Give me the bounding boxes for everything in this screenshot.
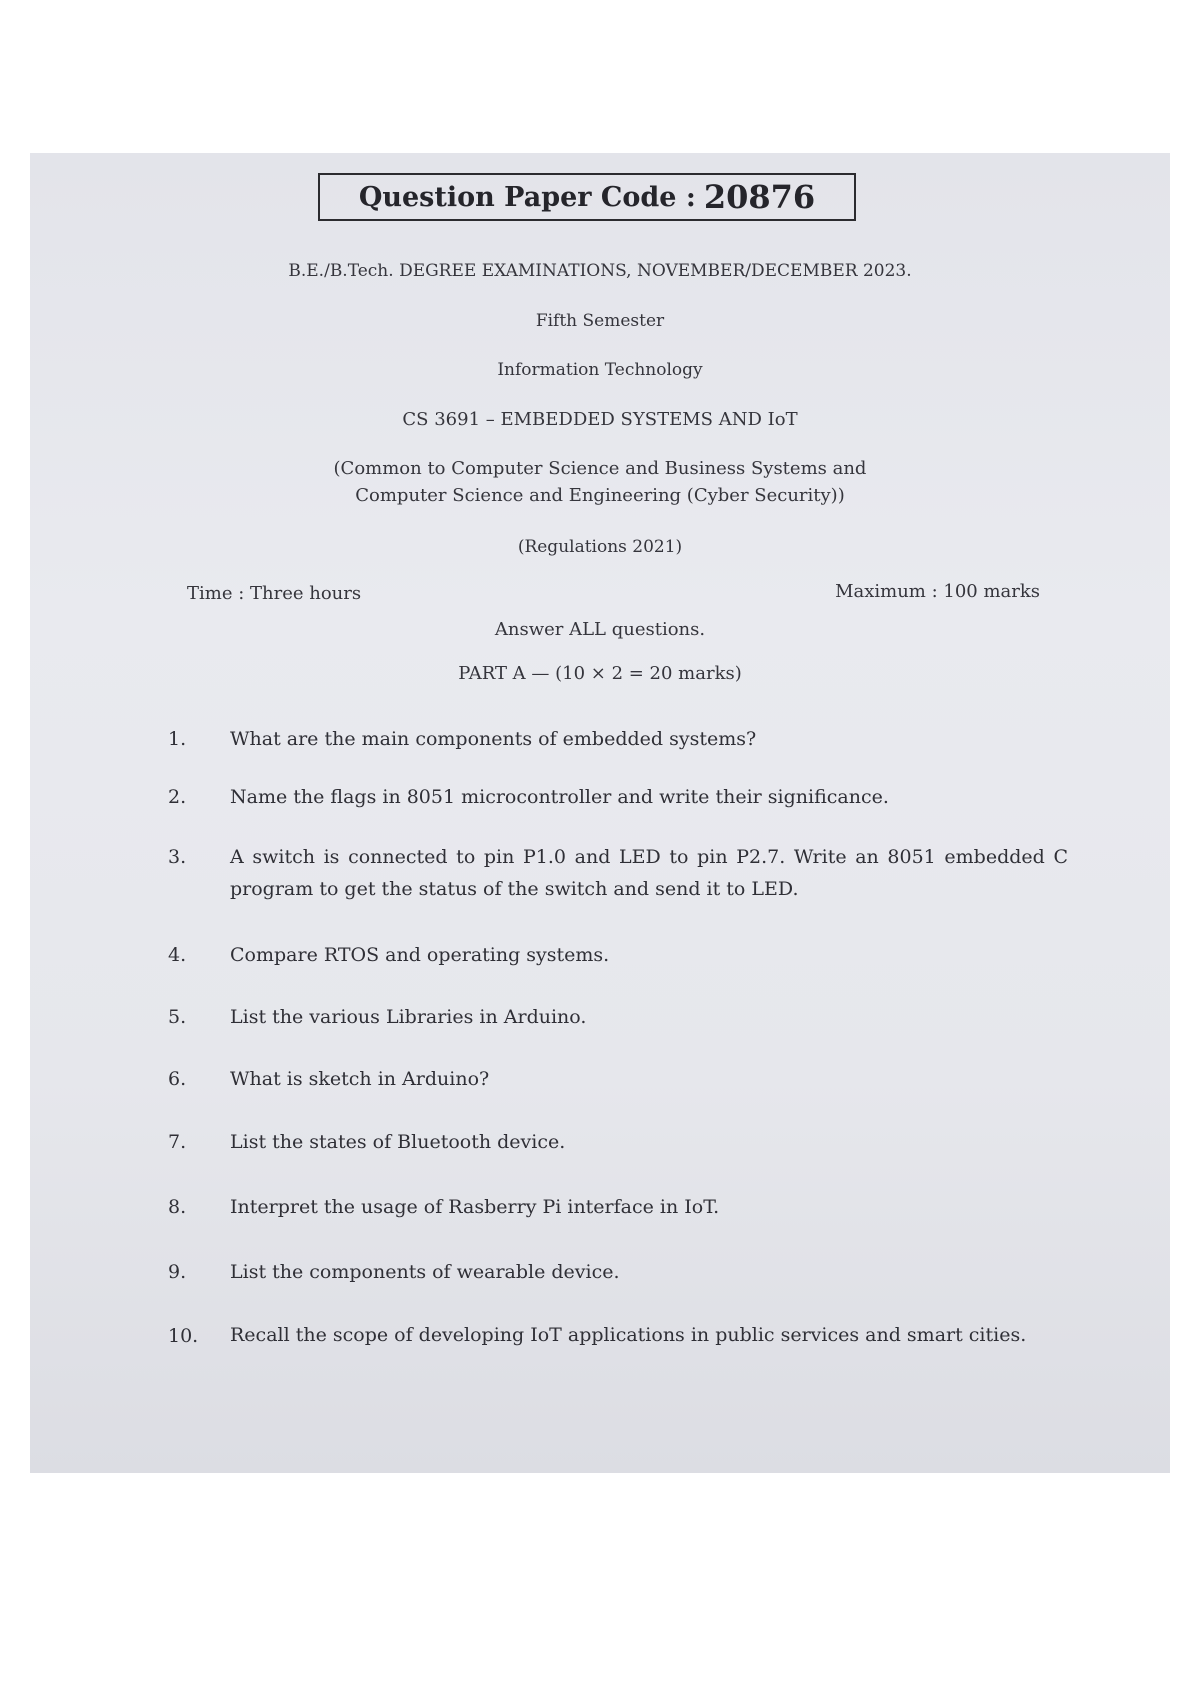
question-number: 1. — [168, 728, 187, 750]
question-number: 4. — [168, 944, 187, 966]
common-to-line-1: (Common to Computer Science and Business Systems and — [333, 458, 867, 479]
question-number: 8. — [168, 1196, 187, 1218]
question-number: 6. — [168, 1068, 187, 1090]
question-text: Interpret the usage of Rasberry Pi interface in IoT. — [230, 1196, 720, 1218]
course-title: CS 3691 – EMBEDDED SYSTEMS AND IoT — [402, 409, 798, 430]
question-text: A switch is connected to pin P1.0 and LED to pin P2.7. Write an 8051 embedded C program to get the status of the switch and send it to LED. — [230, 846, 1068, 900]
semester: Fifth Semester — [535, 311, 665, 331]
instruction: Answer ALL questions. — [494, 619, 706, 640]
question-number: 2. — [168, 786, 187, 808]
question-number: 10. — [168, 1325, 199, 1347]
question-number: 3. — [168, 846, 187, 868]
question-text: Compare RTOS and operating systems. — [230, 944, 610, 966]
exam-title: B.E./B.Tech. DEGREE EXAMINATIONS, NOVEMBER/DECEMBER 2023. — [288, 261, 912, 281]
common-to-line-2: Computer Science and Engineering (Cyber Security)) — [355, 485, 845, 506]
question-text: List the states of Bluetooth device. — [230, 1131, 566, 1153]
question-text: Name the flags in 8051 microcontroller and write their significance. — [230, 786, 889, 808]
question-text: What is sketch in Arduino? — [230, 1068, 490, 1090]
question-text: List the components of wearable device. — [230, 1261, 620, 1283]
question-number: 5. — [168, 1006, 187, 1028]
question-paper-sheet — [30, 153, 1170, 1473]
code-label: Question Paper Code : — [358, 181, 696, 213]
question-text: Recall the scope of developing IoT applications in public services and smart cities. — [230, 1324, 1027, 1346]
code-number: 20876 — [703, 178, 816, 216]
part-a-heading: PART A — (10 × 2 = 20 marks) — [458, 663, 742, 684]
question-number: 7. — [168, 1131, 187, 1153]
regulations: (Regulations 2021) — [517, 537, 683, 557]
question-paper-code-box — [318, 173, 856, 221]
maximum-marks: Maximum : 100 marks — [835, 581, 1040, 602]
department: Information Technology — [497, 360, 703, 380]
question-text: What are the main components of embedded systems? — [230, 728, 757, 750]
time-allowed: Time : Three hours — [187, 583, 362, 604]
question-number: 9. — [168, 1261, 187, 1283]
question-text: List the various Libraries in Arduino. — [230, 1006, 587, 1028]
